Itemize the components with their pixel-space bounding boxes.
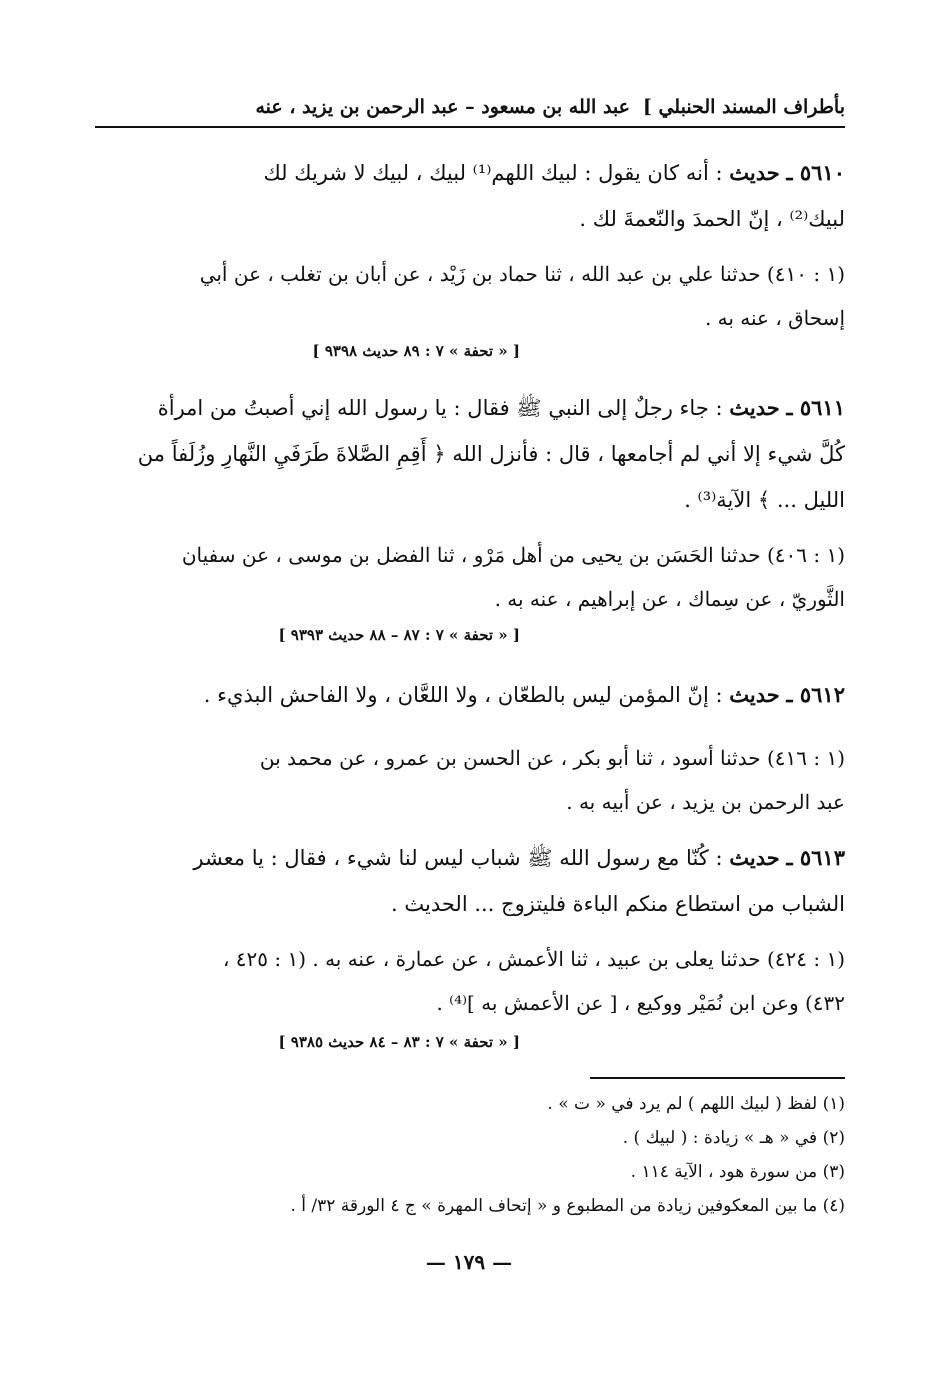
isnad-line: (١ : ٤٠٦) حدثنا الحَسَن بن يحيى من أهل مَرْو ، ثنا الفضل بن موسى ، عن سفيان: [181, 543, 845, 567]
hadith-line: الليل ... ﴾ الآية⁽³⁾ .: [684, 488, 845, 512]
hadith-text: : جاء رجلٌ إلى النبي ﷺ فقال : يا رسول الله إني أصبتُ من امرأة: [157, 396, 723, 420]
hadith-line: [95, 672, 845, 718]
hadith-number: ٥٦١١ ـ: [786, 395, 845, 420]
tuhfa-reference-text: [ « تحفة » ٧ : ٨٣ – ٨٤ حديث ٩٣٨٥ ]: [278, 1033, 520, 1051]
isnad-line: عبد الرحمن بن يزيد ، عن أبيه به .: [566, 790, 845, 814]
hadith-keyword: حديث: [729, 160, 780, 185]
isnad-line: (١ : ٤٢٤) حدثنا يعلى بن عبيد ، ثنا الأعمش ، عن عمارة ، عنه به . (١ : ٤٢٥ ،: [222, 947, 845, 971]
header-section-title: عبد الله بن مسعود – عبد الرحمن بن يزيد ، عنه: [255, 96, 630, 118]
hadith-text: : إنّ المؤمن ليس بالطعّان ، ولا اللعَّان ، ولا الفاحش البذيء .: [203, 683, 723, 707]
hadith-5611-text: [95, 385, 845, 523]
hadith-5612-chain: [95, 736, 845, 824]
hadith-line: الشباب من استطاع منكم الباءة فليتزوج ... الحديث .: [391, 892, 845, 916]
hadith-number: ٥٦١٠ ـ: [786, 160, 845, 185]
isnad-line: ٤٣٢) وعن ابن نُمَيْر ووكيع ، [ عن الأعمش به ]⁽⁴⁾ .: [436, 991, 845, 1015]
hadith-text: : كُنّا مع رسول الله ﷺ شباب ليس لنا شيء ، فقال : يا معشر: [193, 846, 723, 870]
hadith-line: [95, 385, 845, 431]
footnote-separator: [590, 1077, 845, 1079]
footnotes: [95, 1087, 845, 1223]
tuhfa-reference-text: [ « تحفة » ٧ : ٨٩ حديث ٩٣٩٨ ]: [312, 342, 520, 360]
tuhfa-reference-text: [ « تحفة » ٧ : ٨٧ – ٨٨ حديث ٩٣٩٣ ]: [278, 626, 520, 644]
hadith-line: [95, 150, 845, 196]
hadith-line: [95, 835, 845, 881]
isnad-line: الثَّوريّ ، عن سِماك ، عن إبراهيم ، عنه به .: [494, 587, 845, 611]
tuhfa-reference: [95, 1030, 845, 1054]
isnad-line: إسحاق ، عنه به .: [704, 306, 845, 330]
footnote: (٣) من سورة هود ، الآية ١١٤ .: [630, 1162, 845, 1182]
hadith-keyword: حديث: [729, 682, 780, 707]
footnote: (١) لفظ ( لبيك اللهم ) لم يرد في « ت » .: [547, 1094, 845, 1114]
footnote: (٤) ما بين المعكوفين زيادة من المطبوع و « إتحاف المهرة » ج ٤ الورقة ٣٢/ أ .: [290, 1196, 845, 1216]
hadith-text: : أنه كان يقول : لبيك اللهم⁽¹⁾ لبيك ، لبيك لا شريك لك: [263, 161, 723, 185]
hadith-5610-text: [95, 150, 845, 242]
isnad-line: (١ : ٤١٠) حدثنا علي بن عبد الله ، ثنا حماد بن زَيْد ، عن أبان بن تغلب ، عن أبي: [199, 262, 845, 286]
hadith-5613-text: [95, 835, 845, 927]
isnad-line: (١ : ٤١٦) حدثنا أسود ، ثنا أبو بكر ، عن الحسن بن عمرو ، عن محمد بن: [259, 746, 845, 770]
tuhfa-reference: [95, 339, 845, 363]
hadith-5611-chain: [95, 533, 845, 621]
footnote: (٢) في « هـ » زيادة : ( لبيك ) .: [622, 1128, 845, 1148]
hadith-keyword: حديث: [729, 845, 780, 870]
hadith-5613-chain: [95, 937, 845, 1025]
hadith-number: ٥٦١٢ ـ: [786, 682, 845, 707]
hadith-5610-chain: [95, 252, 845, 340]
header-book-title: بأطراف المسند الحنبلي ]: [642, 96, 845, 118]
hadith-line: كُلَّ شيء إلا أني لم أجامعها ، قال : فأنزل الله ﴿ أَقِمِ الصَّلاةَ طَرَفَيِ النَّهارِ وزُلَفاً من: [137, 442, 845, 466]
hadith-line: لبيك⁽²⁾ ، إنّ الحمدَ والنّعمةَ لك .: [579, 207, 845, 231]
page-number: — ١٧٩ —: [425, 1250, 513, 1274]
tuhfa-reference: [95, 623, 845, 647]
hadith-keyword: حديث: [729, 395, 780, 420]
hadith-5612-text: [95, 672, 845, 718]
hadith-number: ٥٦١٣ ـ: [786, 845, 845, 870]
running-header: [95, 92, 845, 128]
